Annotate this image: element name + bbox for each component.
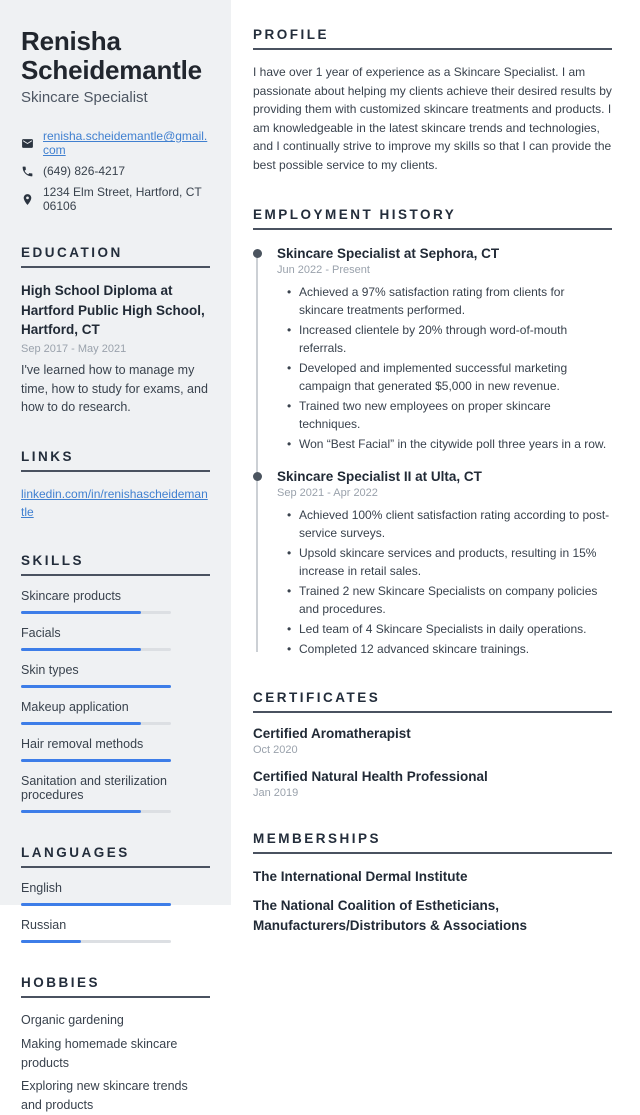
email-link[interactable]: renisha.scheidemantle@gmail.com [43,129,208,158]
certificate-item [253,726,612,756]
skill-bar [21,685,171,688]
job-title: Skincare Specialist at Sephora, CT [277,245,500,261]
certificate-name: Certified Aromatherapist [253,725,411,741]
skill-item [21,737,210,762]
contact-email-row [21,129,210,157]
address-text: 1234 Elm Street, Hartford, CT 06106 [43,185,202,214]
certificates-section [253,690,612,799]
education-degree: High School Diploma at Hartford Public High School, Hartford, CT [21,283,205,338]
skill-label: Facials [21,626,61,641]
candidate-title: Skincare Specialist [21,89,148,107]
skill-bar [21,722,171,725]
links-heading: LINKS [21,449,210,472]
location-pin-icon [21,193,34,206]
hobby-item: Organic gardening [21,1013,124,1028]
hobby-item: Making homemade skincare products [21,1036,178,1070]
membership-item: The National Coalition of Estheticians, Manufacturers/Distributors & Associations [253,897,528,934]
membership-item: The International Dermal Institute [253,868,468,884]
main-column [231,0,640,934]
job-bullet-list [277,506,612,658]
skill-label: Skin types [21,663,79,678]
skill-item [21,663,210,688]
language-label: English [21,881,62,896]
job-bullet: • Achieved a 97% satisfaction rating from clients for skincare treatments performed. [287,283,612,319]
job-bullet: • Completed 12 advanced skincare trainings. [287,640,612,658]
contact-phone-row [21,164,210,178]
skill-bar [21,810,171,813]
job-bullet: • Increased clientele by 20% through word-of-mouth referrals. [287,321,612,357]
job-bullet-list [277,283,612,453]
skill-item [21,626,210,651]
skills-section [21,553,210,813]
language-label: Russian [21,918,67,933]
language-item [21,881,210,906]
candidate-name: Renisha Scheidemantle [21,26,202,85]
linkedin-link[interactable]: linkedin.com/in/renishascheidemantle [21,487,208,520]
skill-item [21,700,210,725]
education-section [21,245,210,417]
language-bar [21,940,171,943]
links-section [21,449,210,521]
skill-label: Makeup application [21,700,129,715]
job-bullet: • Trained 2 new Skincare Specialists on company policies and procedures. [287,582,612,618]
hobbies-section [21,975,210,1115]
hobby-item: Exploring new skincare trends and products [21,1079,188,1113]
job-bullet: • Won “Best Facial” in the citywide poll three years in a row. [287,435,612,453]
skill-bar-fill [21,611,141,614]
skill-item [21,774,210,813]
hobbies-heading: HOBBIES [21,975,210,998]
skill-item [21,589,210,614]
skill-bar [21,611,171,614]
profile-section [253,27,612,175]
certificate-date: Jan 2019 [253,786,299,799]
contact-block [21,129,210,213]
language-item [21,918,210,943]
job-bullet: • Achieved 100% client satisfaction rating according to post-service surveys. [287,506,612,542]
skill-bar-fill [21,810,141,813]
certificates-heading: CERTIFICATES [253,690,612,713]
job-title: Skincare Specialist II at Ulta, CT [277,468,482,484]
skills-heading: SKILLS [21,553,210,576]
skill-bar-fill [21,759,171,762]
certificate-date: Oct 2020 [253,743,298,756]
education-dates: Sep 2017 - May 2021 [21,342,127,355]
job-bullet: • Upsold skincare services and products, resulting in 15% increase in retail sales. [287,544,612,580]
job-entry [253,246,612,453]
timeline-dot [253,472,262,481]
languages-section [21,845,210,943]
job-entry [253,469,612,658]
job-bullet: • Trained two new employees on proper skincare techniques. [287,397,612,433]
memberships-section [253,831,612,937]
certificate-name: Certified Natural Health Professional [253,768,488,784]
phone-icon [21,165,34,178]
memberships-heading: MEMBERSHIPS [253,831,612,854]
education-heading: EDUCATION [21,245,210,268]
skill-label: Sanitation and sterilization procedures [21,774,167,803]
employment-section [253,207,612,658]
employment-timeline [253,246,612,658]
phone-number: (649) 826-4217 [43,164,126,179]
profile-heading: PROFILE [253,27,612,50]
timeline-dot [253,249,262,258]
skill-bar-fill [21,722,141,725]
skill-bar [21,648,171,651]
employment-heading: EMPLOYMENT HISTORY [253,207,612,230]
education-description: I've learned how to manage my time, how to study for exams, and how to do research. [21,362,208,415]
profile-text: I have over 1 year of experience as a Skincare Specialist. I am passionate about helping my clients achieve their desired results by providing them with customized skincare treatments and products. I am knowledgeable in the latest skincare trends and technologies, and I continually strive to improve my skills so that I can provide the best possible service to my clients. [253,65,612,172]
job-dates: Sep 2021 - Apr 2022 [277,486,378,499]
skill-label: Skincare products [21,589,122,604]
skill-bar-fill [21,648,141,651]
contact-address-row [21,185,210,213]
email-icon [21,137,34,150]
certificate-item [253,769,612,799]
skill-bar-fill [21,685,171,688]
languages-heading: LANGUAGES [21,845,210,868]
job-bullet: • Developed and implemented successful marketing campaign that generated $5,000 in new revenue. [287,359,612,395]
job-dates: Jun 2022 - Present [277,263,370,276]
job-bullet: • Led team of 4 Skincare Specialists in daily operations. [287,620,612,638]
sidebar [0,0,231,1113]
language-bar-fill [21,940,81,943]
skill-bar [21,759,171,762]
skill-label: Hair removal methods [21,737,144,752]
